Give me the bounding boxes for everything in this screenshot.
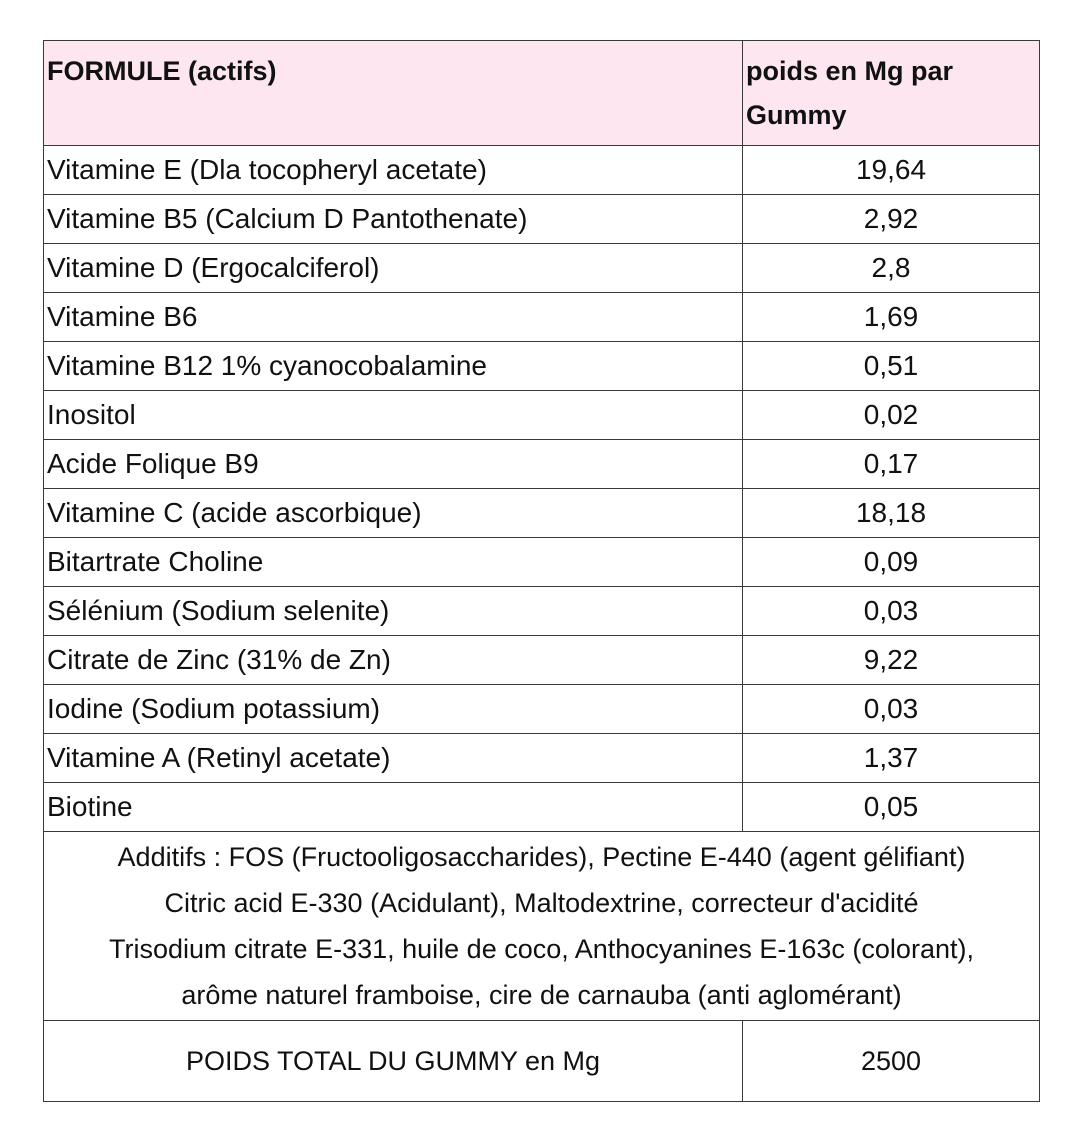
table-row <box>44 391 1040 440</box>
table-row <box>44 195 1040 244</box>
table-row <box>44 636 1040 685</box>
ingredient-name: Biotine <box>44 783 743 832</box>
ingredient-name: Vitamine A (Retinyl acetate) <box>44 734 743 783</box>
ingredient-name: Vitamine B12 1% cyanocobalamine <box>44 342 743 391</box>
ingredient-name: Vitamine B5 (Calcium D Pantothenate) <box>44 195 743 244</box>
ingredient-weight: 0,09 <box>743 538 1040 587</box>
table-row <box>44 440 1040 489</box>
ingredient-weight: 19,64 <box>743 146 1040 195</box>
table-row <box>44 244 1040 293</box>
header-ingredient: FORMULE (actifs) <box>44 41 743 146</box>
table-row <box>44 783 1040 832</box>
additives-row <box>44 832 1040 1021</box>
ingredient-name: Iodine (Sodium potassium) <box>44 685 743 734</box>
header-weight-line1: poids en Mg par <box>746 56 954 86</box>
table-row <box>44 685 1040 734</box>
formula-table <box>43 40 1040 1102</box>
ingredient-weight: 0,03 <box>743 587 1040 636</box>
ingredient-weight: 0,17 <box>743 440 1040 489</box>
ingredient-name: Vitamine E (Dla tocopheryl acetate) <box>44 146 743 195</box>
table-row <box>44 489 1040 538</box>
ingredient-name: Sélénium (Sodium selenite) <box>44 587 743 636</box>
ingredient-weight: 1,37 <box>743 734 1040 783</box>
ingredient-name: Inositol <box>44 391 743 440</box>
ingredient-weight: 9,22 <box>743 636 1040 685</box>
ingredient-name: Citrate de Zinc (31% de Zn) <box>44 636 743 685</box>
header-weight <box>743 41 1040 146</box>
additives-line: Additifs : FOS (Fructooligosaccharides), Pectine E-440 (agent gélifiant) <box>117 842 966 872</box>
header-weight-line2: Gummy <box>746 100 847 130</box>
ingredient-weight: 18,18 <box>743 489 1040 538</box>
ingredient-name: Vitamine D (Ergocalciferol) <box>44 244 743 293</box>
table-row <box>44 293 1040 342</box>
additives-line: Citric acid E-330 (Acidulant), Maltodextrine, correcteur d'acidité <box>164 888 919 918</box>
table-row <box>44 342 1040 391</box>
ingredient-weight: 0,03 <box>743 685 1040 734</box>
total-value: 2500 <box>743 1021 1040 1102</box>
ingredient-name: Vitamine B6 <box>44 293 743 342</box>
total-row <box>44 1021 1040 1102</box>
additives-line: arôme naturel framboise, cire de carnauba (anti aglomérant) <box>181 980 902 1010</box>
ingredient-weight: 0,05 <box>743 783 1040 832</box>
ingredient-name: Vitamine C (acide ascorbique) <box>44 489 743 538</box>
table-row <box>44 734 1040 783</box>
additives-line: Trisodium citrate E-331, huile de coco, Anthocyanines E-163c (colorant), <box>109 934 974 964</box>
additives-cell <box>44 832 1040 1021</box>
table-row <box>44 538 1040 587</box>
ingredient-weight: 1,69 <box>743 293 1040 342</box>
ingredient-weight: 0,02 <box>743 391 1040 440</box>
total-label: POIDS TOTAL DU GUMMY en Mg <box>44 1021 743 1102</box>
table-row <box>44 587 1040 636</box>
ingredient-weight: 2,8 <box>743 244 1040 293</box>
ingredient-weight: 2,92 <box>743 195 1040 244</box>
ingredient-weight: 0,51 <box>743 342 1040 391</box>
table-row <box>44 146 1040 195</box>
table-header-row <box>44 41 1040 146</box>
ingredient-name: Bitartrate Choline <box>44 538 743 587</box>
ingredient-name: Acide Folique B9 <box>44 440 743 489</box>
